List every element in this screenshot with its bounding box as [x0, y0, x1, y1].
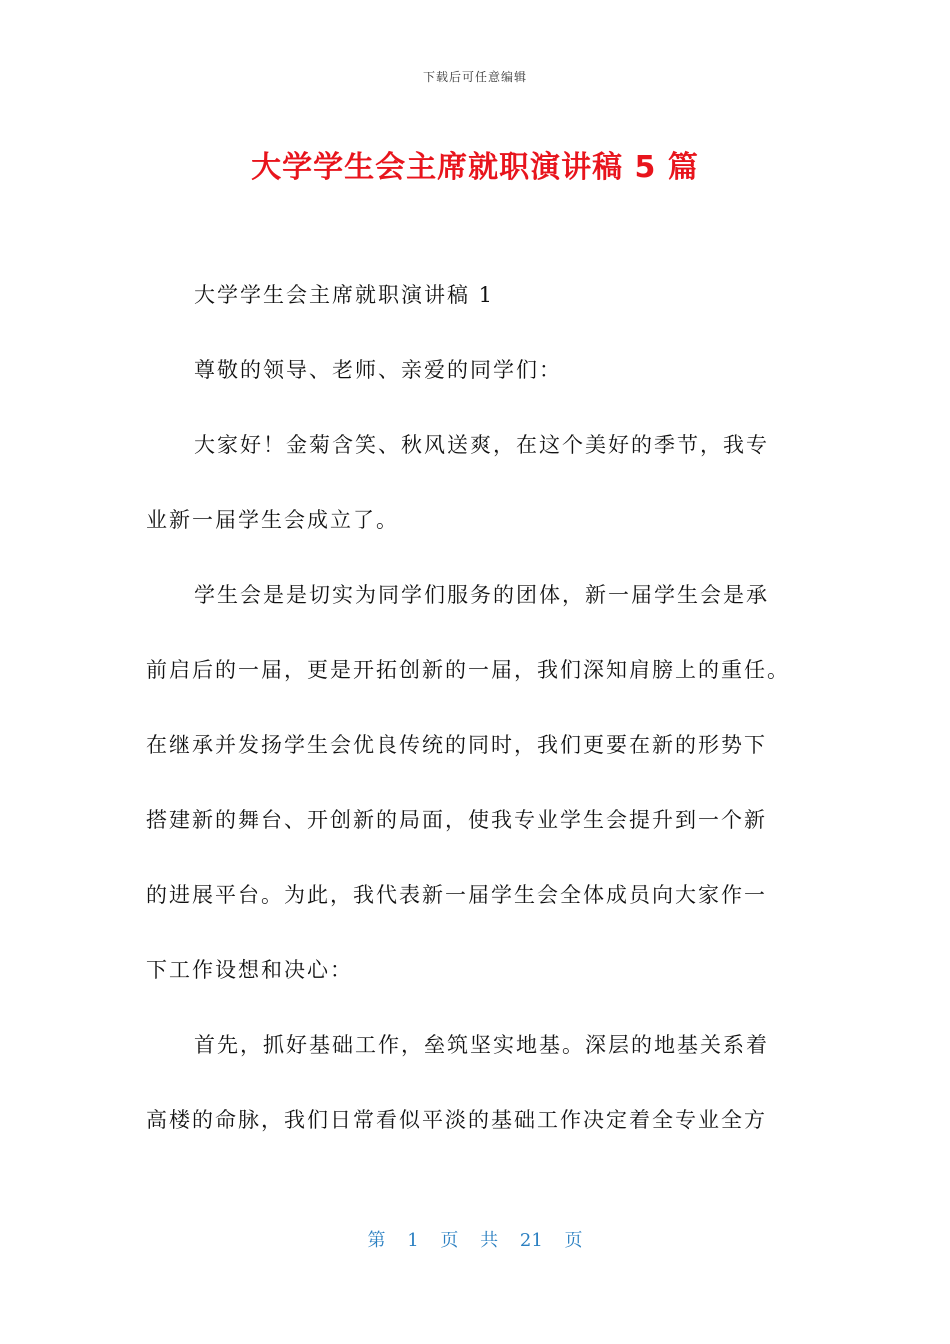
paragraph-line: 前启后的一届，更是开拓创新的一届，我们深知肩膀上的重任。	[146, 658, 790, 682]
header-note: 下载后可任意编辑	[422, 70, 527, 84]
paragraph-line: 在继承并发扬学生会优良传统的同时，我们更要在新的形势下	[146, 733, 767, 757]
paragraph-line: 大家好！金菊含笑、秋风送爽，在这个美好的季节，我专	[194, 433, 769, 457]
footer-prefix: 第	[367, 1230, 386, 1251]
document-title: 大学学生会主席就职演讲稿 5 篇	[251, 150, 699, 185]
paragraph-line: 下工作设想和决心：	[146, 958, 353, 982]
paragraph-line: 搭建新的舞台、开创新的局面，使我专业学生会提升到一个新	[146, 808, 767, 832]
salutation: 尊敬的领导、老师、亲爱的同学们：	[194, 358, 562, 382]
paragraph-line: 首先，抓好基础工作，垒筑坚实地基。深层的地基关系着	[194, 1033, 769, 1057]
footer-total-word: 共	[480, 1230, 499, 1251]
total-pages-number: 21	[519, 1230, 543, 1251]
document-body	[146, 258, 826, 1158]
paragraph-line: 业新一届学生会成立了。	[146, 508, 399, 532]
current-page-number: 1	[407, 1230, 419, 1251]
paragraph-line: 学生会是是切实为同学们服务的团体，新一届学生会是承	[194, 583, 769, 607]
footer-page-word: 页	[440, 1230, 459, 1251]
paragraph-line: 的进展平台。为此，我代表新一届学生会全体成员向大家作一	[146, 883, 767, 907]
section-heading: 大学学生会主席就职演讲稿 1	[194, 283, 495, 307]
page-footer	[0, 1226, 950, 1252]
footer-suffix: 页	[564, 1230, 583, 1251]
paragraph-line: 高楼的命脉，我们日常看似平淡的基础工作决定着全专业全方	[146, 1108, 767, 1132]
